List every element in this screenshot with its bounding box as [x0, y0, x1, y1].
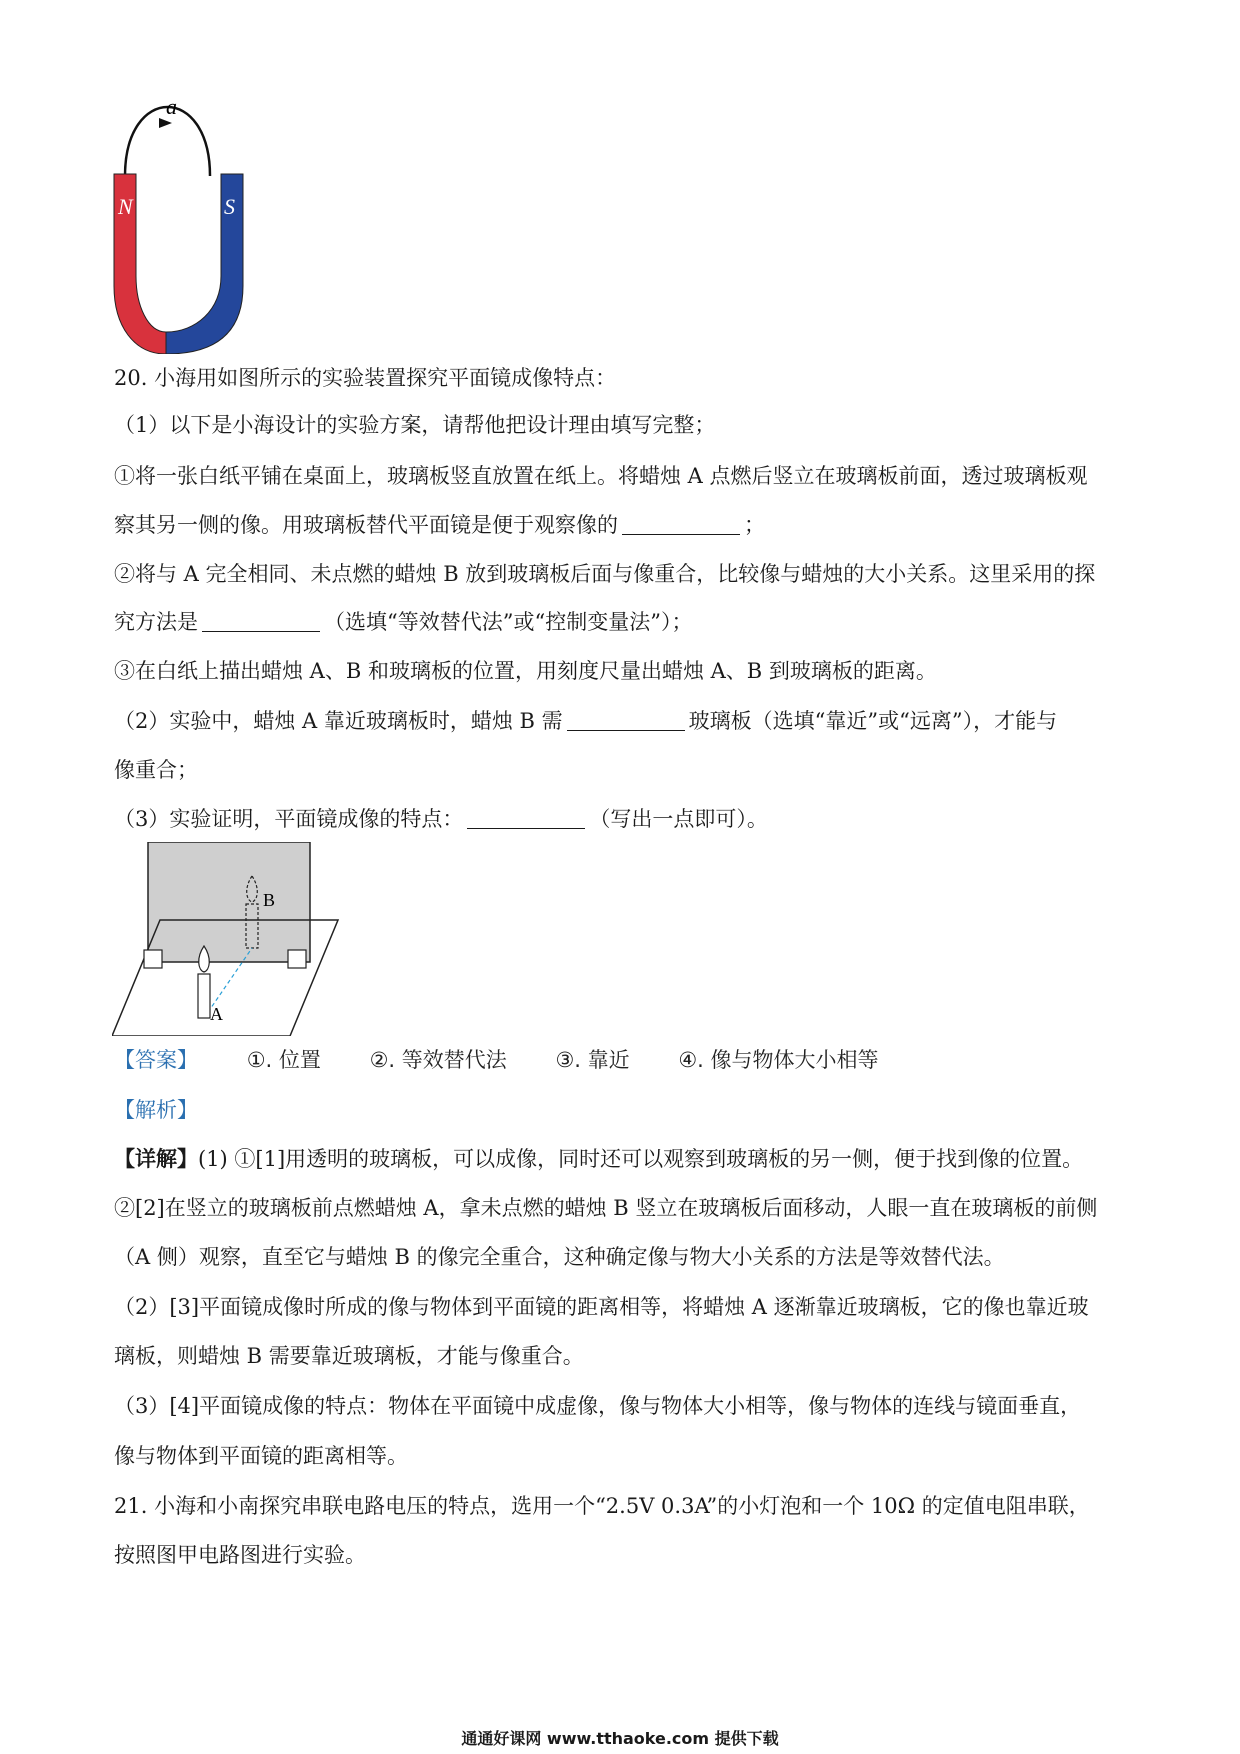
q20-part1: （1）以下是小海设计的实验方案，请帮他把设计理由填写完整； [114, 413, 716, 437]
answer-blank-4[interactable] [467, 808, 585, 829]
q20-step1-line1: ①将一张白纸平铺在桌面上，玻璃板竖直放置在纸上。将蜡烛 A 点燃后竖立在玻璃板前面，透过玻璃板观 [114, 464, 1088, 488]
right-support-block [288, 950, 306, 968]
answer-item-2: ②. 等效替代法 [369, 1048, 507, 1072]
analysis-line-6: （3）[4]平面镜成像的特点：物体在平面镜中成虚像，像与物体大小相等，像与物体的连线与镜面垂直， [114, 1394, 1082, 1418]
analysis-line-4: （2）[3]平面镜成像时所成的像与物体到平面镜的距离相等，将蜡烛 A 逐渐靠近玻璃板，它的像也靠近玻 [114, 1295, 1089, 1319]
analysis-line-1: 【详解】(1) ①[1]用透明的玻璃板，可以成像，同时还可以观察到玻璃板的另一侧，便于找到像的位置。 [114, 1146, 1084, 1171]
analysis-tag: 【解析】 [114, 1098, 198, 1122]
horseshoe-magnet-figure [108, 96, 248, 354]
candle-a [198, 974, 210, 1018]
glass-plate [148, 842, 310, 962]
north-pole-label: N [118, 194, 133, 219]
analysis-line-7: 像与物体到平面镜的距离相等。 [114, 1444, 408, 1468]
page-footer: 通通好课网 www.tthaoke.com 提供下载 [461, 1729, 779, 1748]
q20-step3: ③在白纸上描出蜡烛 A、B 和玻璃板的位置，用刻度尺量出蜡烛 A、B 到玻璃板的距离。 [114, 659, 937, 683]
q21-line-2: 按照图甲电路图进行实验。 [114, 1543, 366, 1567]
analysis-line-2: ②[2]在竖立的玻璃板前点燃蜡烛 A，拿未点燃的蜡烛 B 竖立在玻璃板后面移动，人眼一直在玻璃板的前侧 [114, 1196, 1098, 1220]
answer-tag: 【答案】 [114, 1048, 198, 1072]
answer-item-4: ④. 像与物体大小相等 [678, 1048, 879, 1072]
q20-step2-line1: ②将与 A 完全相同、未点燃的蜡烛 B 放到玻璃板后面与像重合，比较像与蜡烛的大小关系。这里采用的探 [114, 562, 1096, 586]
candle-b-label: B [263, 890, 276, 910]
q20-stem: 20. 小海用如图所示的实验装置探究平面镜成像特点： [114, 366, 617, 390]
left-support-block [144, 950, 162, 968]
detail-tag: 【详解】 [114, 1146, 198, 1171]
answer-blank-3[interactable] [567, 710, 685, 731]
field-direction-arrow [159, 118, 172, 128]
answer-blank-1[interactable] [622, 514, 740, 535]
q21-line-1: 21. 小海和小南探究串联电路电压的特点，选用一个“2.5V 0.3A”的小灯泡和一个 10Ω 的定值电阻串联， [114, 1494, 1090, 1518]
q20-part2-line1: （2）实验中，蜡烛 A 靠近玻璃板时，蜡烛 B 需 玻璃板（选填“靠近”或“远离”），才能与 [114, 709, 1058, 733]
analysis-line-3: （A 侧）观察，直至它与蜡烛 B 的像完全重合，这种确定像与物大小关系的方法是等效替代法。 [114, 1245, 1005, 1269]
q20-step1-line2: 察其另一侧的像。用玻璃板替代平面镜是便于观察像的 ； [114, 513, 765, 537]
answer-blank-2[interactable] [202, 611, 320, 632]
q20-part2-line2: 像重合； [114, 758, 198, 782]
answer-row [114, 1045, 879, 1075]
field-label-a: a [166, 96, 177, 119]
q20-part3: （3）实验证明，平面镜成像的特点： （写出一点即可）。 [114, 807, 768, 831]
answer-item-1: ①. 位置 [246, 1048, 321, 1072]
analysis-line-5: 璃板，则蜡烛 B 需要靠近玻璃板，才能与像重合。 [114, 1344, 584, 1368]
plane-mirror-figure [112, 842, 350, 1036]
q20-step2-line2: 究方法是 （选填“等效替代法”或“控制变量法”）； [114, 610, 693, 634]
south-pole-label: S [224, 194, 235, 219]
answer-item-3: ③. 靠近 [555, 1048, 630, 1072]
candle-a-label: A [210, 1004, 223, 1024]
